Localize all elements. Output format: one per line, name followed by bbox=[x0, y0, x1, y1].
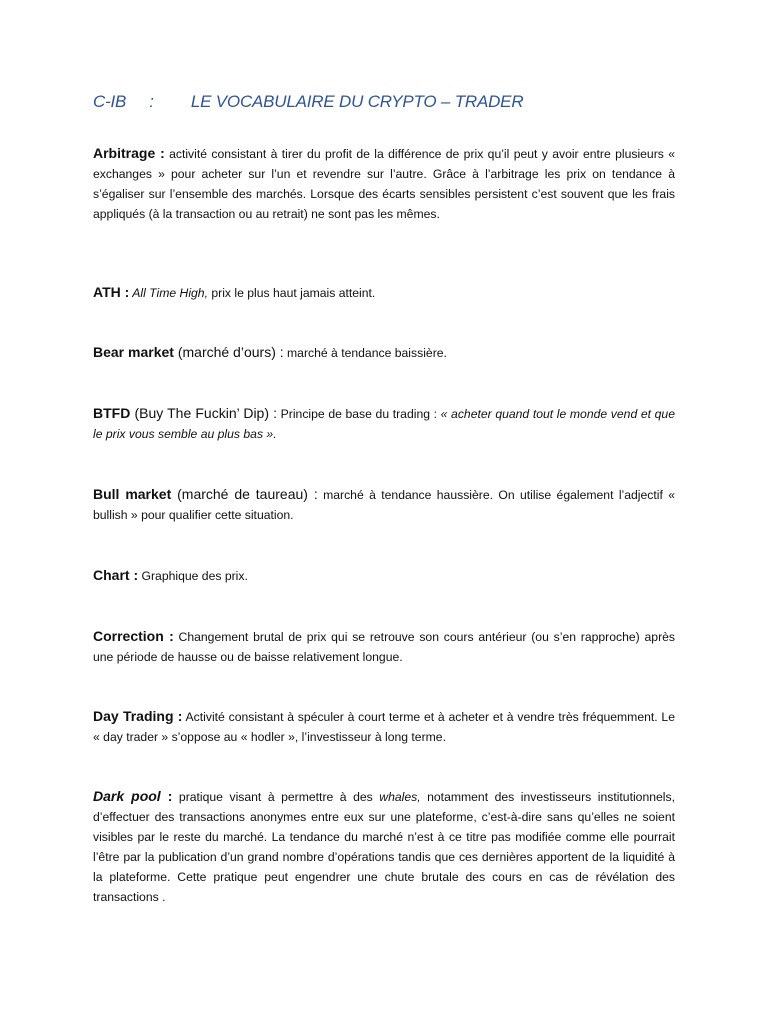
term-definition: prix le plus haut jamais atteint. bbox=[207, 286, 376, 300]
term-definition-rest: notamment des investisseurs institutionnels, d’effectuer des transactions anonymes entre eux sur une plateforme, c’est-à-dire sans qu’elles ne soient visibles par le reste du marché. La tendance du marché n’est à ce titre pas modifiée comme elle pourrait l’être par la publication d’un grand nombre d’opérations tandis que ces dernières apportent de la liquidité à la plateforme. Cette pratique peut engendrer une chute brutale des cours en cas de révélation des transactions . bbox=[93, 790, 675, 904]
term-expansion: (Buy The Fuckin’ Dip) : bbox=[130, 405, 278, 421]
glossary-entry-ath bbox=[93, 282, 675, 303]
term-definition: Changement brutal de prix qui se retrouve son cours antérieur (ou s’en rapproche) après une période de hausse ou de baisse relativement longue. bbox=[93, 630, 676, 664]
term-translation: (marché d’ours) : bbox=[173, 344, 284, 360]
term-definition: marché à tendance haussière. On utilise également l’adjectif « bullish » pour qualifier cette situation. bbox=[93, 488, 676, 522]
term-definition: Graphique des prix. bbox=[138, 569, 248, 583]
title-code: C-IB bbox=[93, 92, 127, 111]
term-label: Chart : bbox=[93, 567, 139, 583]
term-label: Correction : bbox=[93, 628, 174, 644]
title-separator: : bbox=[149, 92, 154, 111]
term-definition: activité consistant à tirer du profit de la différence de prix qu’il peut y avoir entre plusieurs « exchanges » pour acheter sur l’un et revendre sur l’autre. Grâce à l’arbitrage les prix on tendance à s’égaliser sur l’ensemble des marchés. Lorsque des écarts sensibles persistent c’est souvent que les frais appliqués (à la transaction ou au retrait) ne sont pas les mêmes. bbox=[93, 147, 675, 221]
term-expansion: All Time High, bbox=[129, 286, 208, 300]
term-label: Bull market bbox=[93, 486, 172, 502]
term-separator: : bbox=[160, 788, 173, 804]
term-definition-start: pratique visant à permettre à des bbox=[172, 790, 380, 804]
term-label: ATH : bbox=[93, 284, 130, 300]
term-definition: marché à tendance baissière. bbox=[283, 346, 447, 360]
glossary-entry-chart bbox=[93, 565, 675, 586]
term-definition: Activité consistant à spéculer à court terme et à acheter et à vendre très fréquemment. Le « day trader » s’oppose au « hodler », l’investisseur à long terme. bbox=[93, 710, 675, 744]
term-emphasis: whales, bbox=[379, 790, 421, 804]
glossary-entry-dark-pool bbox=[93, 786, 675, 907]
term-label: Day Trading : bbox=[93, 708, 183, 724]
page-title bbox=[93, 92, 523, 112]
term-quote: « acheter quand tout le monde vend et que le prix vous semble au plus bas ». bbox=[93, 407, 675, 441]
term-label: BTFD bbox=[93, 405, 131, 421]
glossary-entry-correction bbox=[93, 626, 675, 667]
term-label: Arbitrage : bbox=[93, 145, 165, 161]
term-definition: Principe de base du trading : bbox=[277, 407, 441, 421]
glossary-entry-day-trading bbox=[93, 706, 675, 747]
term-label: Dark pool bbox=[93, 788, 161, 804]
glossary-entry-bull-market bbox=[93, 484, 675, 525]
glossary-entry-arbitrage bbox=[93, 143, 675, 224]
title-text: LE VOCABULAIRE DU CRYPTO – TRADER bbox=[190, 92, 524, 111]
term-translation: (marché de taureau) : bbox=[171, 486, 318, 502]
glossary-entry-bear-market bbox=[93, 342, 675, 363]
term-label: Bear market bbox=[93, 344, 174, 360]
glossary-entry-btfd bbox=[93, 403, 675, 444]
